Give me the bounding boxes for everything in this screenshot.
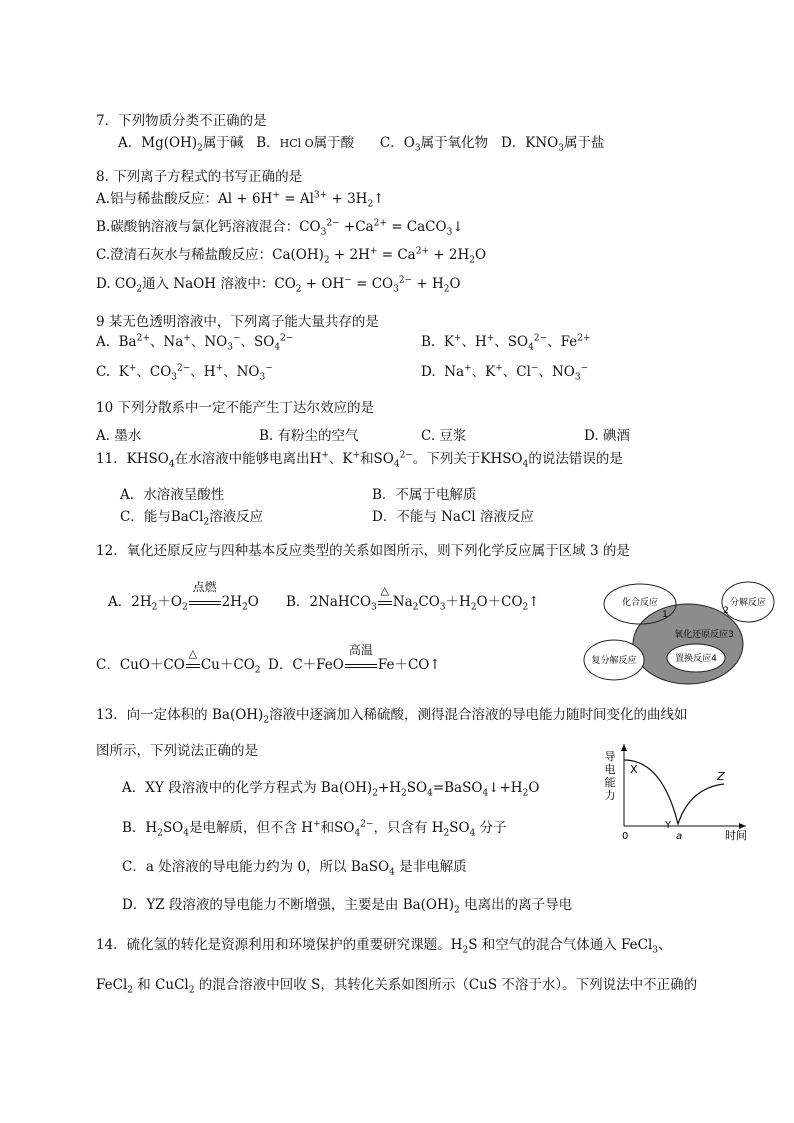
- q13-b-sup: +: [313, 819, 321, 830]
- q13-b-sub: 4: [183, 828, 189, 839]
- q11-sup: 2−: [399, 450, 413, 461]
- point-a-label: a: [676, 831, 683, 842]
- q9-c-ion: K: [118, 364, 129, 380]
- q12-d-eq: C＋FeO: [292, 657, 344, 673]
- q14-text: 14．硫化氢的转化是资源利用和环境保护的重要研究课题。H: [96, 937, 463, 953]
- q9-c-sup: +: [215, 363, 224, 374]
- q12-a-eq: 2H: [221, 594, 243, 610]
- q13-b-sup: 2−: [360, 819, 374, 830]
- q11-stem-part: 、K: [328, 451, 353, 467]
- q9-b-ion: 、Fe: [547, 334, 578, 350]
- q13-option-b: [122, 819, 507, 837]
- q12-b-sub: 2: [470, 602, 477, 613]
- q8-a-sub: 2: [367, 199, 374, 210]
- q8-c-eq: + 2H: [329, 247, 370, 263]
- q9-d-sup: +: [464, 363, 472, 374]
- q8-a-text: A.铝与稀盐酸反应：: [96, 191, 219, 207]
- q9-b-ion: 、SO: [494, 334, 529, 350]
- q14-text: FeCl: [96, 977, 128, 993]
- q8-option-d: [96, 275, 461, 293]
- q8-a-eq: ↑: [373, 191, 385, 207]
- q13-b-sub: 2: [157, 828, 163, 839]
- q10-option-c: C. 豆浆: [421, 428, 467, 444]
- q13-d-text: D．YZ 段溶液的导电能力不断增强，主要是由 Ba(OH): [122, 897, 455, 913]
- conductivity-graph: [604, 738, 754, 842]
- q13-a-sub: 2: [401, 788, 407, 799]
- q13-stem-line2: 图所示，下列说法正确的是: [96, 743, 258, 759]
- q11-option-c: [120, 508, 263, 526]
- q12-option-d: [268, 643, 441, 674]
- q11-stem-part: 。下列关于KHSO: [412, 451, 523, 467]
- q9-c-ion: 、H: [190, 364, 216, 380]
- q13-stem-line1: [96, 706, 688, 724]
- q12-d-label: D．: [268, 657, 293, 673]
- x-axis-label: 时间: [725, 829, 747, 842]
- q7-c-label: C．: [379, 135, 404, 151]
- q12-c-condition: △: [188, 647, 198, 660]
- q12-option-a: [108, 580, 259, 613]
- q9-c-ion: 、NO: [223, 364, 260, 380]
- q13-b-text: B．H: [122, 820, 158, 836]
- q8-b-sub: 3: [320, 227, 327, 238]
- q9-d-sup: +: [495, 363, 503, 374]
- q13-b-sub: 4: [469, 828, 476, 839]
- q9-c-label: C.: [96, 364, 111, 380]
- q8-c-sup: 2+: [415, 246, 430, 257]
- decomposition-label: 分解反应: [729, 598, 767, 608]
- q8-b-text: B.碳酸钠溶液与氯化钙溶液混合：: [96, 219, 300, 235]
- q9-c-sub: 3: [259, 372, 266, 383]
- q12-b-arrow: [377, 584, 393, 611]
- q10-stem: 10 下列分散系中一定不能产生丁达尔效应的是: [96, 400, 374, 416]
- q14-text: 的混合溶液中回收 S，其转化关系如图所示（CuS 不溶于水）。下列说法中不正确的: [194, 977, 698, 993]
- q13-b-text: SO: [162, 820, 184, 836]
- q8-d-text: D. CO: [96, 276, 137, 292]
- q13-b-sub: 2: [443, 828, 450, 839]
- q9-option-c: [96, 363, 273, 381]
- q13-sub: 2: [263, 715, 270, 726]
- q8-c-sub: 2: [323, 255, 330, 266]
- q14-line1: [96, 936, 672, 954]
- q9-a-ion: 、SO: [240, 334, 275, 350]
- q12-d-equal-sign: [345, 664, 377, 668]
- y-label-char: 力: [604, 789, 616, 802]
- q7-c-formula: O: [403, 135, 415, 151]
- q14-text: S 和空气的混合气体通入 FeCl: [468, 937, 653, 953]
- q12-b-eq: 2NaHCO: [309, 594, 372, 610]
- q12-a-eq: O: [247, 594, 259, 610]
- q14-text: 、: [658, 937, 672, 953]
- q12-a-sub: 2: [242, 602, 248, 613]
- q14-sub: 2: [462, 945, 469, 956]
- q13-b-text: ，只含有 H: [373, 820, 444, 836]
- q13-b-text: 分子: [475, 820, 507, 836]
- y-label-char: 导: [604, 750, 616, 763]
- q8-b-sup: 2+: [373, 218, 387, 229]
- q8-d-eq: + OH: [301, 276, 345, 292]
- q8-b-eq: ↓: [452, 219, 464, 235]
- q12-b-eq: ↑: [528, 594, 540, 610]
- q9-option-d: [421, 363, 588, 381]
- q9-a-ion: 、NO: [190, 334, 228, 350]
- q9-b-sup: 2−: [533, 333, 548, 344]
- q13-a-text: O: [528, 780, 540, 796]
- q7-d-text: 属于盐: [563, 135, 605, 151]
- q9-a-sup: 2+: [136, 333, 150, 344]
- q9-c-sup: +: [128, 363, 137, 374]
- q12-b-eq: O＋CO: [476, 594, 523, 610]
- q14-sub: 2: [188, 985, 195, 996]
- q8-c-eq: + 2H: [429, 247, 470, 263]
- q8-d-sub: 2: [295, 284, 302, 295]
- q9-option-b: [421, 333, 591, 351]
- q13-b-text: SO: [449, 820, 470, 836]
- q8-d-eq: CO: [274, 276, 296, 292]
- q12-b-sub: 3: [371, 602, 377, 613]
- q12-d-arrow: [344, 643, 378, 674]
- q12-c-label: C．: [96, 657, 120, 673]
- q8-d-sub: 2: [443, 284, 450, 295]
- q11-sub: 4: [168, 459, 175, 470]
- q11-stem-part: 在水溶液中能够电离出H: [174, 451, 322, 467]
- q11-option-a: A．水溶液呈酸性: [120, 487, 225, 503]
- combination-label: 化合反应: [621, 598, 659, 608]
- q8-option-a: [96, 190, 384, 208]
- q7-b-formula: HCl O: [279, 137, 314, 150]
- q13-a-sub: 2: [522, 788, 529, 799]
- point-y-label: Y: [665, 820, 672, 831]
- q8-stem: 8. 下列离子方程式的书写正确的是: [96, 169, 303, 185]
- q9-b-sub: 4: [528, 342, 534, 353]
- q7-d-label: D．: [500, 135, 526, 151]
- q12-b-label: B．: [286, 594, 310, 610]
- q12-option-b: [286, 584, 540, 613]
- q14-text: 和 CuCl: [133, 977, 189, 993]
- q7-a-formula: Mg(OH): [141, 135, 198, 151]
- q9-c-ion: 、CO: [136, 364, 172, 380]
- q9-d-label: D.: [421, 364, 436, 380]
- q11-sup: +: [352, 450, 361, 461]
- q13-d-text: 电离出的离子导电: [459, 897, 573, 913]
- y-label-char: 电: [604, 763, 616, 776]
- q8-a-eq: Al + 6H: [218, 191, 273, 207]
- q7-options: [118, 134, 604, 153]
- q12-c-arrow: [185, 647, 201, 674]
- q11-c-sub: 2: [203, 517, 210, 528]
- q9-a-sub: 3: [227, 342, 233, 353]
- q13-option-d: [122, 896, 572, 914]
- q13-c-text: C．a 处溶液的导电能力约为 0，所以 BaSO: [122, 859, 390, 875]
- q13-c-sub: 4: [389, 867, 395, 878]
- q8-c-eq: = Ca: [377, 247, 416, 263]
- q11-sub: 4: [393, 459, 400, 470]
- conductivity-curve: [624, 760, 724, 824]
- q12-a-eq: ＋O: [157, 594, 182, 610]
- q8-d-text: 通入 NaOH 溶液中：: [142, 276, 275, 292]
- q8-d-eq: = CO: [351, 276, 394, 292]
- redox-label: 氧化还原反应3: [674, 630, 734, 640]
- q7-c-sub: 3: [414, 143, 421, 154]
- q9-d-sup: −: [530, 363, 539, 374]
- q12-b-equal-sign: [378, 601, 392, 605]
- q8-d-eq: + H: [412, 276, 444, 292]
- q9-c-sub: 3: [171, 372, 178, 383]
- q9-a-sup: −: [232, 333, 241, 344]
- q9-d-ion: 、K: [471, 364, 496, 380]
- q9-d-ion: Na: [444, 364, 465, 380]
- q13-b-text: 是电解质，但不含 H: [189, 820, 314, 836]
- q13-option-a: [122, 779, 539, 797]
- q9-b-ion: K: [443, 334, 454, 350]
- q8-a-sup: 3+: [313, 190, 328, 201]
- q12-b-condition: △: [380, 584, 390, 597]
- q9-b-label: B.: [421, 334, 436, 350]
- q8-c-eq: Ca(OH): [272, 247, 324, 263]
- q13-a-sub: 4: [427, 788, 433, 799]
- q12-a-sub: 2: [181, 602, 188, 613]
- q8-d-sub: 3: [393, 284, 399, 295]
- q12-a-eq: 2H: [131, 594, 152, 610]
- q11-sup: +: [321, 450, 329, 461]
- q13-d-sub: 2: [454, 905, 460, 916]
- q11-stem: [96, 450, 623, 468]
- region-1-label: 1: [662, 610, 668, 620]
- q9-option-a: [96, 333, 293, 351]
- q12-b-eq: ＋H: [445, 594, 471, 610]
- q12-a-arrow: [188, 580, 222, 611]
- q11-option-b: B．不属于电解质: [372, 487, 477, 503]
- q9-stem: 9 某无色透明溶液中，下列离子能大量共存的是: [96, 314, 379, 330]
- q9-b-ion: 、H: [461, 334, 487, 350]
- point-z-label: Z: [717, 770, 725, 783]
- y-axis-arrow-icon: [621, 744, 627, 751]
- q9-a-sup: 2−: [280, 333, 294, 344]
- q12-d-eq: Fe＋CO↑: [377, 657, 441, 673]
- q13-a-text: +H: [377, 780, 402, 796]
- q8-a-sup: +: [272, 190, 280, 201]
- q11-stem-part: 的说法错误的是: [528, 451, 623, 467]
- q14-line2: [96, 976, 697, 994]
- q9-a-sup: +: [183, 333, 191, 344]
- q12-c-sub: 2: [254, 665, 261, 676]
- q8-b-eq: = CaCO: [386, 219, 447, 235]
- q7-b-text: 属于酸: [313, 135, 355, 151]
- q7-b-label: B．: [256, 135, 280, 151]
- q12-d-condition: 高温: [348, 643, 373, 657]
- q9-b-sup: +: [453, 333, 462, 344]
- q7-d-sub: 3: [558, 143, 564, 154]
- q12-option-c: [96, 647, 261, 676]
- q8-c-sup: +: [369, 246, 378, 257]
- q7-a-text: 属于碱: [202, 135, 244, 151]
- q8-c-sub: 2: [469, 255, 476, 266]
- redox-region: [633, 604, 743, 684]
- q11-c-text: 溶液反应: [209, 509, 264, 525]
- q12-b-eq: CO: [418, 594, 440, 610]
- q10-option-a: A. 墨水: [96, 428, 142, 444]
- q13-option-c: [122, 858, 467, 876]
- q8-d-eq: O: [449, 276, 461, 292]
- q12-b-eq: Na: [392, 594, 413, 610]
- q12-c-equal-sign: [186, 664, 200, 668]
- q13-b-sub: 4: [354, 828, 361, 839]
- q13-c-text: 是非电解质: [394, 859, 467, 875]
- q9-c-sup: 2−: [177, 363, 191, 374]
- q11-sub: 4: [522, 459, 529, 470]
- q13-a-text: ↓+H: [488, 780, 523, 796]
- q9-a-label: A.: [96, 334, 111, 350]
- q12-b-sub: 2: [412, 602, 419, 613]
- replacement-label: 置换反应4: [675, 654, 717, 664]
- q12-a-condition: 点燃: [192, 580, 217, 594]
- q8-c-eq: O: [475, 247, 487, 263]
- q8-b-sub: 3: [446, 227, 453, 238]
- q12-c-eq: Cu＋CO: [200, 657, 255, 673]
- q9-a-ion: Ba: [118, 334, 137, 350]
- q12-a-equal-sign: [189, 601, 221, 605]
- q9-d-ion: 、Cl: [502, 364, 531, 380]
- q9-b-sup: +: [486, 333, 495, 344]
- q9-d-sup: −: [580, 363, 589, 374]
- q8-b-eq: CO: [299, 219, 321, 235]
- q11-option-d: D．不能与 NaCl 溶液反应: [372, 509, 534, 525]
- q14-sub: 3: [652, 945, 659, 956]
- y-label-char: 能: [604, 776, 616, 789]
- q12-a-sub: 2: [151, 602, 158, 613]
- q13-stem-part: 溶液中逐滴加入稀硫酸，测得混合溶液的导电能力随时间变化的曲线如: [269, 707, 688, 723]
- q9-a-sub: 4: [274, 342, 281, 353]
- q8-d-sub: 2: [136, 284, 143, 295]
- q13-a-sub: 2: [372, 788, 378, 799]
- reaction-type-diagram: [578, 578, 778, 686]
- q8-b-eq: +Ca: [339, 219, 374, 235]
- q13-a-text: A．XY 段溶液中的化学方程式为 Ba(OH): [122, 780, 373, 796]
- q7-a-label: A．: [118, 135, 142, 151]
- q8-d-sup: 2−: [398, 275, 413, 286]
- q10-option-d: D. 碘酒: [584, 428, 630, 444]
- q7-c-text: 属于氧化物: [420, 135, 489, 151]
- q9-d-ion: 、NO: [538, 364, 575, 380]
- q7-stem: 7．下列物质分类不正确的是: [96, 113, 267, 129]
- q8-b-sup: 2−: [326, 218, 340, 229]
- q11-stem-part: 11．KHSO: [96, 451, 169, 467]
- q9-a-ion: 、Na: [149, 334, 184, 350]
- q7-d-formula: KNO: [525, 135, 559, 151]
- y-axis-label: [605, 750, 616, 802]
- origin-label: 0: [622, 831, 629, 842]
- q10-option-b: B. 有粉尘的空气: [259, 428, 359, 444]
- q12-c-eq: CuO＋CO: [119, 657, 185, 673]
- region-2-label: 2: [723, 606, 729, 616]
- q9-c-sup: −: [265, 363, 273, 374]
- q11-stem-part: 和SO: [360, 451, 394, 467]
- q13-a-text: SO: [406, 780, 428, 796]
- q8-option-b: [96, 218, 464, 236]
- q8-a-eq: + 3H: [327, 191, 368, 207]
- point-x-label: X: [630, 763, 638, 776]
- q13-b-text: 和SO: [320, 820, 355, 836]
- q13-a-text: =BaSO: [432, 780, 483, 796]
- q7-a-sub: 2: [197, 143, 203, 154]
- q9-b-sup: 2+: [577, 333, 591, 344]
- q13-a-sub: 4: [482, 788, 489, 799]
- q8-d-sup: −: [344, 275, 352, 286]
- q12-stem: 12．氧化还原反应与四种基本反应类型的关系如图所示，则下列化学反应属于区域 3 的是: [96, 543, 630, 559]
- q12-b-sub: 2: [522, 602, 529, 613]
- q12-a-label: A．: [108, 594, 132, 610]
- q8-a-eq: = Al: [279, 191, 314, 207]
- double-replacement-label: 复分解反应: [591, 656, 637, 666]
- q11-c-text: C．能与BaCl: [120, 509, 204, 525]
- q13-stem-part: 13．向一定体积的 Ba(OH): [96, 707, 264, 723]
- q8-option-c: [96, 246, 486, 264]
- q12-b-sub: 3: [439, 602, 446, 613]
- q14-sub: 2: [127, 985, 133, 996]
- q8-c-text: C.澄清石灰水与稀盐酸反应：: [96, 247, 273, 263]
- q9-d-sub: 3: [574, 372, 581, 383]
